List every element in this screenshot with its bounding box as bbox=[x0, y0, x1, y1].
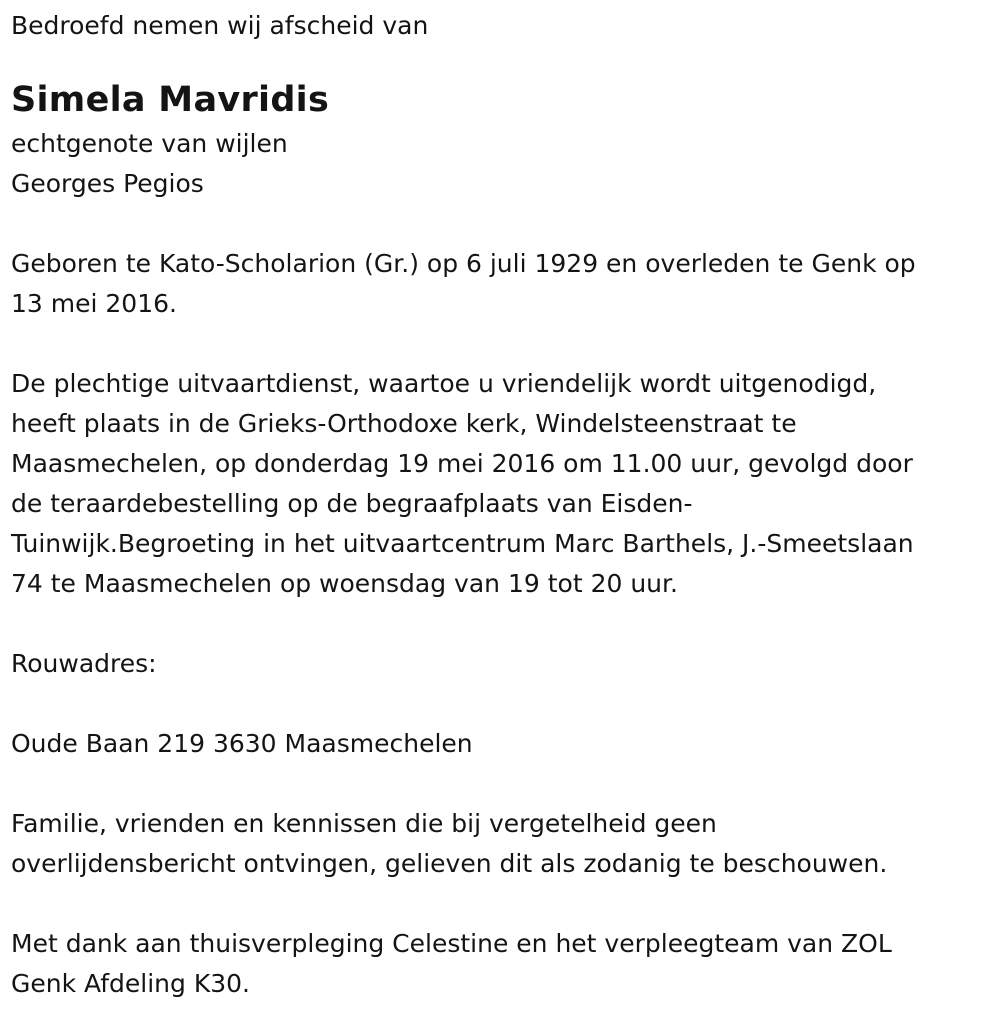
intro-text: Bedroefd nemen wij afscheid van bbox=[11, 11, 429, 40]
family-note-line: overlijdensbericht ontvingen, gelieven dit als zodanig te beschouwen. bbox=[11, 849, 888, 878]
obituary-document bbox=[11, 6, 986, 1004]
relation-line: echtgenote van wijlen bbox=[11, 129, 288, 158]
service-line: De plechtige uitvaartdienst, waartoe u vriendelijk wordt uitgenodigd, bbox=[11, 369, 877, 398]
birth-death-block bbox=[11, 244, 986, 324]
deceased-name: Simela Mavridis bbox=[11, 80, 330, 120]
address-text: Oude Baan 219 3630 Maasmechelen bbox=[11, 729, 473, 758]
service-line: Maasmechelen, op donderdag 19 mei 2016 om 11.00 uur, gevolgd door bbox=[11, 449, 913, 478]
service-line: Tuinwijk.Begroeting in het uitvaartcentrum Marc Barthels, J.-Smeetslaan bbox=[11, 529, 914, 558]
spacer bbox=[11, 604, 986, 644]
spacer bbox=[11, 764, 986, 804]
service-line: de teraardebestelling op de begraafplaats van Eisden- bbox=[11, 489, 693, 518]
birth-death-line: 13 mei 2016. bbox=[11, 289, 177, 318]
spacer bbox=[11, 684, 986, 724]
family-note-block bbox=[11, 804, 986, 884]
birth-death-line: Geboren te Kato-Scholarion (Gr.) op 6 juli 1929 en overleden te Genk op bbox=[11, 249, 916, 278]
relation-line: Georges Pegios bbox=[11, 169, 204, 198]
thanks-line: Met dank aan thuisverpleging Celestine en het verpleegteam van ZOL bbox=[11, 929, 892, 958]
spacer bbox=[11, 204, 986, 244]
service-line: 74 te Maasmechelen op woensdag van 19 tot 20 uur. bbox=[11, 569, 678, 598]
address-label: Rouwadres: bbox=[11, 649, 157, 678]
spacer bbox=[11, 324, 986, 364]
thanks-line: Genk Afdeling K30. bbox=[11, 969, 250, 998]
service-line: heeft plaats in de Grieks-Orthodoxe kerk, Windelsteenstraat te bbox=[11, 409, 797, 438]
relation-block bbox=[11, 124, 986, 204]
spacer bbox=[11, 884, 986, 924]
family-note-line: Familie, vrienden en kennissen die bij vergetelheid geen bbox=[11, 809, 717, 838]
thanks-block bbox=[11, 924, 986, 1004]
service-block bbox=[11, 364, 986, 604]
